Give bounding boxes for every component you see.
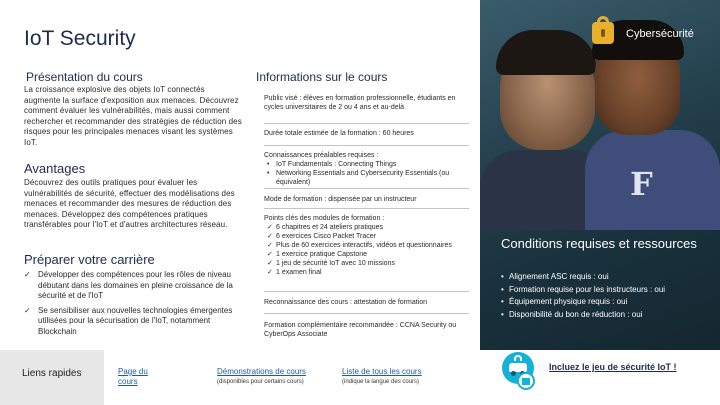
next-course-text: Formation complémentaire recommandée : CCNA Security ou CyberOps Associate [264,322,457,338]
course-demos-link[interactable]: Démonstrations de cours [217,367,306,376]
topic-label: Cybersécurité [626,28,694,40]
demos-note: (disponibles pour certains cours) [217,379,304,385]
overview-heading: Présentation du cours [26,70,143,84]
page-title: IoT Security [24,27,136,50]
home-icon [517,372,535,390]
delivery-text: Mode de formation : dispensée par un instructeur [264,196,417,203]
recognition-text: Reconnaissance des cours : attestation de formation [264,299,428,306]
list-item: ✓ 1 jeu de sécurité IoT avec 10 missions [267,260,395,267]
checkmark-icon: ✓ [24,270,31,279]
quick-links-label-box [0,350,104,405]
info-heading: Informations sur le cours [256,70,388,84]
requirements-heading: Conditions requises et ressources [501,236,697,251]
list-item: ✓ Se sensibiliser aux nouvelles technologies émergentes utilisées pour la sécurisation de l'IoT, notamment Blockchain [24,305,233,336]
hero-photo: F [480,0,720,405]
prerequisites: Connaissances préalables requises : • IoT Fundamentals : Connecting Things • Networking Essentials and Cybersecurity Essentials (ou équivalent) [264,151,469,187]
lock-icon [592,22,614,44]
security-game-link[interactable]: Incluez le jeu de sécurité IoT ! [549,362,677,372]
list-item: ✓ Plus de 60 exercices interactifs, vidéos et questionnaires [267,242,452,249]
checkmark-icon: ✓ [24,305,31,315]
career-heading: Préparer votre carrière [24,252,155,267]
overview-text: La croissance explosive des objets IoT connectés augmente la surface d'exposition aux menaces. Découvrez comment évaluer les vulnérabilités, mais aussi comment rechercher et recommander des stratégies de réduction des risques pour les principales menaces visant les systèmes IoT. [24,85,242,147]
list-item: • Alignement ASC requis : oui [501,272,609,281]
list-item: • IoT Fundamentals : Connecting Things [267,161,397,168]
features: Points clés des modules de formation : ✓ 6 chapitres et 24 ateliers pratiques ✓ 6 exercices Cisco Packet Tracer ✓ Plus de 60 exercices interactifs, vidéos et questionnaires ✓ 1 exercice pratique Capstone ✓ 1 jeu de sécurité IoT avec 10 missions ✓ 1 examen final [264,214,469,277]
list-item: ✓ 1 examen final [267,269,322,276]
career-list [24,270,244,341]
course-page-link[interactable]: Page du cours [118,367,148,386]
duration-text: Durée totale estimée de la formation : 60 heures [264,130,414,137]
list-item: ✓ Développer des compétences pour les rôles de niveau débutant dans les domaines en pleine croissance de la sécurité et de l'IoT [24,270,233,300]
list-item: ✓ 1 exercice pratique Capstone [267,251,368,258]
list-item: • Disponibilité du bon de réduction : oui [501,309,643,319]
benefits-heading: Avantages [24,161,86,176]
info-panel [252,85,477,350]
audience-text: Public visé : élèves en formation professionnelle, étudiants en cycles universitaires de 2 ou 4 ans et au-delà [264,95,456,111]
benefits-text: Découvrez des outils pratiques pour évaluer les vulnérabilités de sécurité, effectuer des modélisations des menaces et recommander des mesures de réduction des menaces. Développez des compétences pratiques transférables pour l'IoT et d'autres architectures réseau. [24,178,235,229]
list-item: • Équipement physique requis : oui [501,297,628,306]
course-list-note: (indique la langue des cours) [342,379,420,385]
quick-links-bar [0,350,480,405]
quick-links-label: Liens rapides [22,368,82,379]
course-list-link[interactable]: Liste de tous les cours [342,367,422,376]
requirements-list [501,272,711,322]
list-item: ✓ 6 chapitres et 24 ateliers pratiques [267,224,384,231]
list-item: • Networking Essentials and Cybersecurity Essentials (ou équivalent) [267,170,450,186]
list-item: ✓ 6 exercices Cisco Packet Tracer [267,233,376,240]
list-item: • Formation requise pour les instructeurs : oui [501,284,666,294]
